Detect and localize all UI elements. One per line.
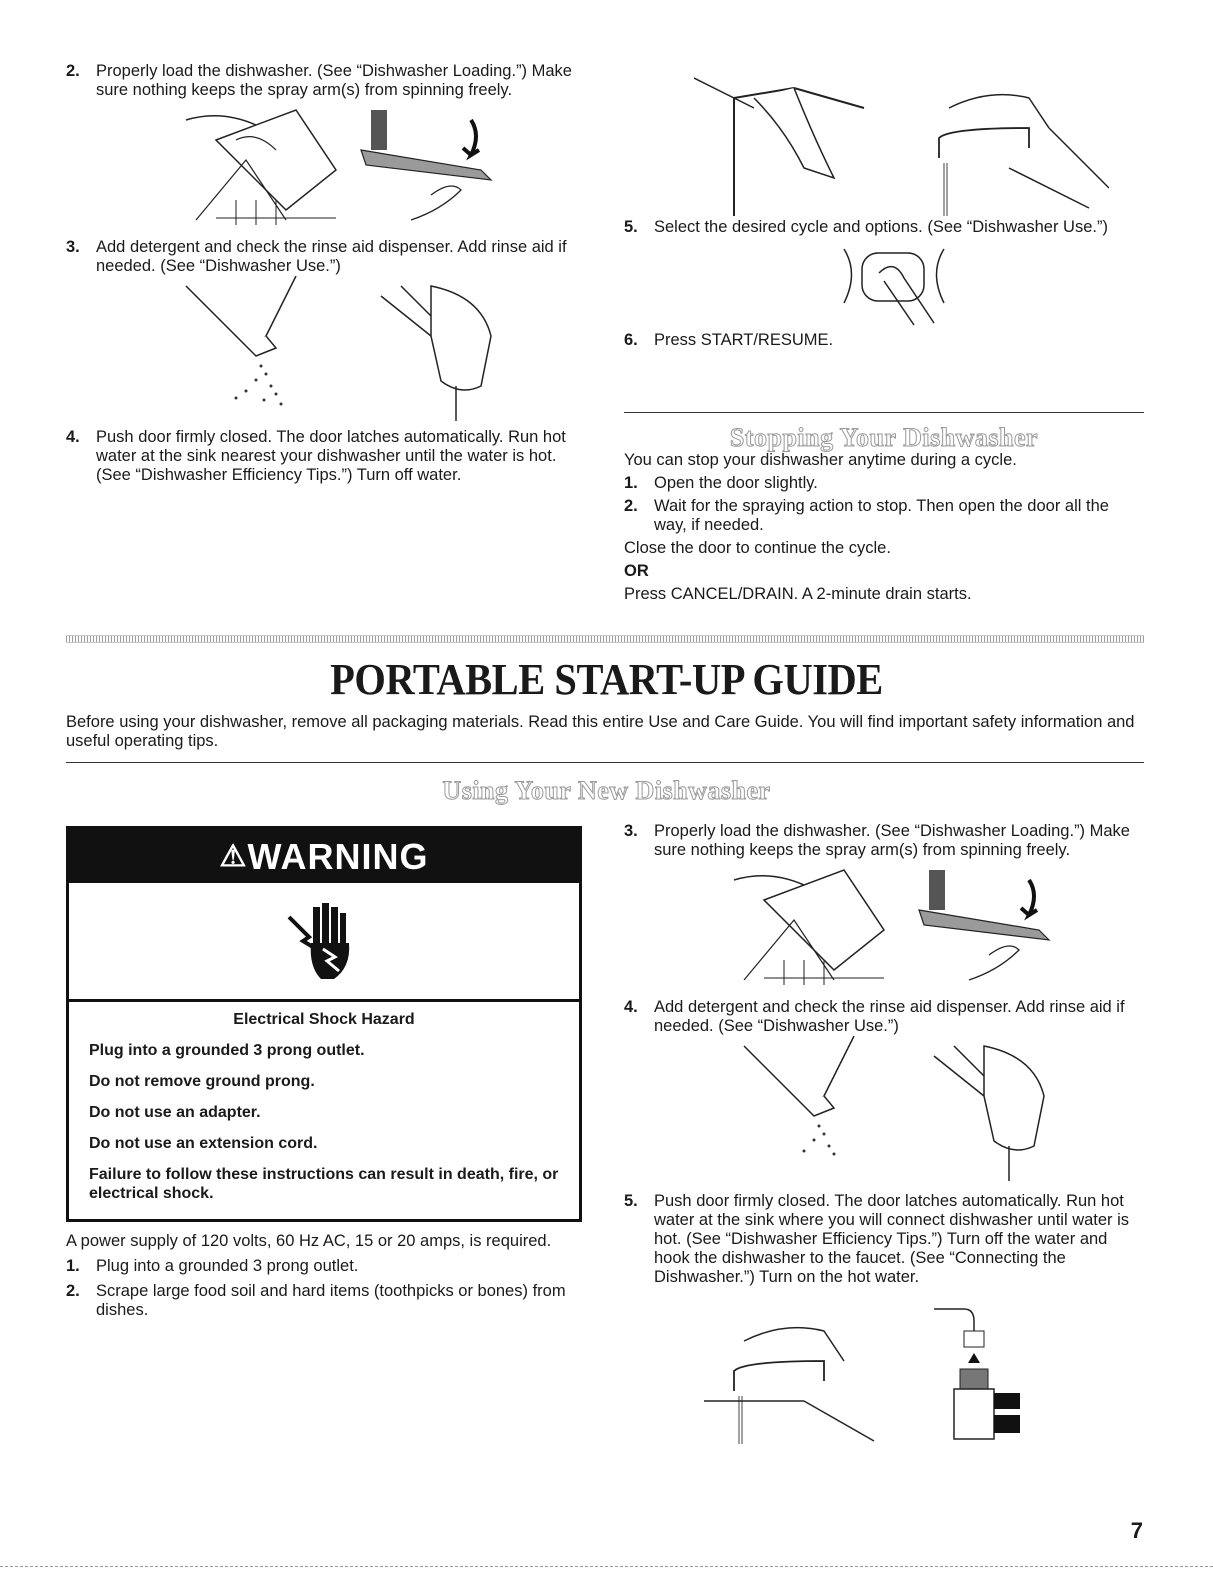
step-number: 6. xyxy=(624,331,638,349)
faucet-running-illustration xyxy=(704,1301,894,1446)
guide-intro: Before using your dishwasher, remove all packaging materials. Read this entire Use and Care Guide. You will find important safety information and useful operating tips. xyxy=(66,713,1135,750)
rinse-aid-bottle-illustration xyxy=(371,276,511,426)
step-load-dishwasher-portable xyxy=(624,822,1144,860)
step-text: Press START/RESUME. xyxy=(654,331,834,349)
step-number: 2. xyxy=(66,1282,80,1300)
step-text: Add detergent and check the rinse aid dispenser. Add rinse aid if needed. (See “Dishwasher Use.”) xyxy=(96,238,567,275)
step-number: 1. xyxy=(66,1257,80,1275)
hand-loading-dish-illustration xyxy=(176,100,366,230)
electrical-shock-icon xyxy=(279,897,359,987)
hand-loading-dish-illustration xyxy=(724,860,914,990)
stopping-or: OR xyxy=(624,562,649,580)
illustration-button-press xyxy=(624,237,1144,331)
stopping-heading: Stopping Your Dishwasher xyxy=(729,423,1039,452)
step-number: 4. xyxy=(66,428,80,446)
step-text: Properly load the dishwasher. (See “Dishwasher Loading.”) Make sure nothing keeps the spray arm(s) from spinning freely. xyxy=(96,62,572,99)
step-number: 4. xyxy=(624,998,638,1016)
bottom-left-column xyxy=(66,1232,586,1320)
warning-line: Plug into a grounded 3 prong outlet. xyxy=(89,1042,365,1059)
section-divider xyxy=(66,762,1144,763)
step-number: 3. xyxy=(66,238,80,256)
warning-triangle-icon: ⚠ xyxy=(219,840,248,873)
spray-arm-illustration xyxy=(351,100,501,230)
step-close-door xyxy=(66,428,586,485)
step-text: Open the door slightly. xyxy=(654,474,818,492)
step-press-start xyxy=(624,331,1144,350)
page-number: 7 xyxy=(1130,1518,1143,1543)
step-plug-in xyxy=(66,1257,586,1276)
stopping-close-door: Close the door to continue the cycle. xyxy=(624,539,891,557)
pouring-detergent-illustration xyxy=(176,276,336,426)
warning-hazard-title: Electrical Shock Hazard xyxy=(233,1011,415,1028)
step-text: Add detergent and check the rinse aid dispenser. Add rinse aid if needed. (See “Dishwasher Use.”) xyxy=(654,998,1125,1035)
warning-line: Do not remove ground prong. xyxy=(89,1073,315,1090)
step-text: Push door firmly closed. The door latches automatically. Run hot water at the sink nearest your dishwasher until the water is hot. (See “Dishwasher Efficiency Tips.”) Turn off water. xyxy=(96,428,566,484)
step-number: 2. xyxy=(66,62,80,80)
illustration-detergent xyxy=(66,276,586,428)
pouring-detergent-illustration xyxy=(734,1036,894,1186)
step-text: Scrape large food soil and hard items (toothpicks or bones) from dishes. xyxy=(96,1282,566,1319)
step-number: 5. xyxy=(624,218,638,236)
warning-body xyxy=(69,1002,579,1203)
hatched-divider xyxy=(66,635,1144,643)
step-number: 3. xyxy=(624,822,638,840)
using-heading: Using Your New Dishwasher xyxy=(442,776,771,805)
step-number: 1. xyxy=(624,474,638,492)
step-text: Properly load the dishwasher. (See “Dishwasher Loading.”) Make sure nothing keeps the spray arm(s) from spinning freely. xyxy=(654,822,1130,859)
step-text: Push door firmly closed. The door latches automatically. Run hot water at the sink where you will connect dishwasher until water is hot. (See “Dishwasher Efficiency Tips.”) Turn off the water and hook the dishwasher to the faucet. (See “Connecting the Dishwasher.”) Turn on the hot water. xyxy=(654,1192,1130,1286)
step-load-dishwasher xyxy=(66,62,586,100)
closing-door-illustration xyxy=(694,68,894,218)
faucet-adapter-illustration xyxy=(924,1301,1044,1446)
warning-header xyxy=(69,829,579,883)
power-requirement: A power supply of 120 volts, 60 Hz AC, 15 or 20 amps, is required. xyxy=(66,1232,552,1250)
step-number: 5. xyxy=(624,1192,638,1210)
step-number: 2. xyxy=(624,497,638,515)
stopping-step-wait xyxy=(624,497,1144,535)
illustration-door-and-faucet xyxy=(624,68,1144,218)
faucet-running-illustration xyxy=(909,68,1109,218)
step-select-cycle xyxy=(624,218,1144,237)
step-close-door-portable xyxy=(624,1192,1144,1287)
illustration-faucet-connect xyxy=(624,1301,1144,1451)
warning-icon-area xyxy=(69,883,579,1002)
warning-line: Do not use an adapter. xyxy=(89,1104,261,1121)
step-text: Select the desired cycle and options. (See “Dishwasher Use.”) xyxy=(654,218,1108,236)
illustration-detergent-portable xyxy=(624,1036,1144,1192)
stopping-cancel: Press CANCEL/DRAIN. A 2-minute drain starts. xyxy=(624,585,972,603)
rinse-aid-bottle-illustration xyxy=(924,1036,1064,1186)
warning-line: Failure to follow these instructions can result in death, fire, or electrical shock. xyxy=(89,1166,559,1202)
step-text: Plug into a grounded 3 prong outlet. xyxy=(96,1257,359,1275)
step-add-detergent-portable xyxy=(624,998,1144,1036)
illustration-loading xyxy=(66,100,586,238)
page-bottom-edge xyxy=(0,1566,1213,1567)
warning-label: WARNING xyxy=(247,836,429,877)
top-right-column xyxy=(624,68,1144,350)
step-scrape-dishes xyxy=(66,1282,586,1320)
section-divider xyxy=(624,412,1144,413)
spray-arm-illustration xyxy=(909,860,1059,990)
bottom-right-column xyxy=(624,822,1144,1451)
warning-line: Do not use an extension cord. xyxy=(89,1135,318,1152)
top-left-column xyxy=(66,62,586,485)
step-add-detergent xyxy=(66,238,586,276)
step-text: Wait for the spraying action to stop. Then open the door all the way, if needed. xyxy=(654,497,1109,534)
stopping-intro: You can stop your dishwasher anytime during a cycle. xyxy=(624,451,1017,469)
stopping-step-open-door xyxy=(624,474,1144,493)
stopping-section xyxy=(624,423,1144,604)
warning-box xyxy=(66,826,582,1222)
finger-pressing-button-illustration xyxy=(824,243,964,329)
illustration-loading-portable xyxy=(624,860,1144,998)
page-title: PORTABLE START-UP GUIDE xyxy=(330,655,883,704)
